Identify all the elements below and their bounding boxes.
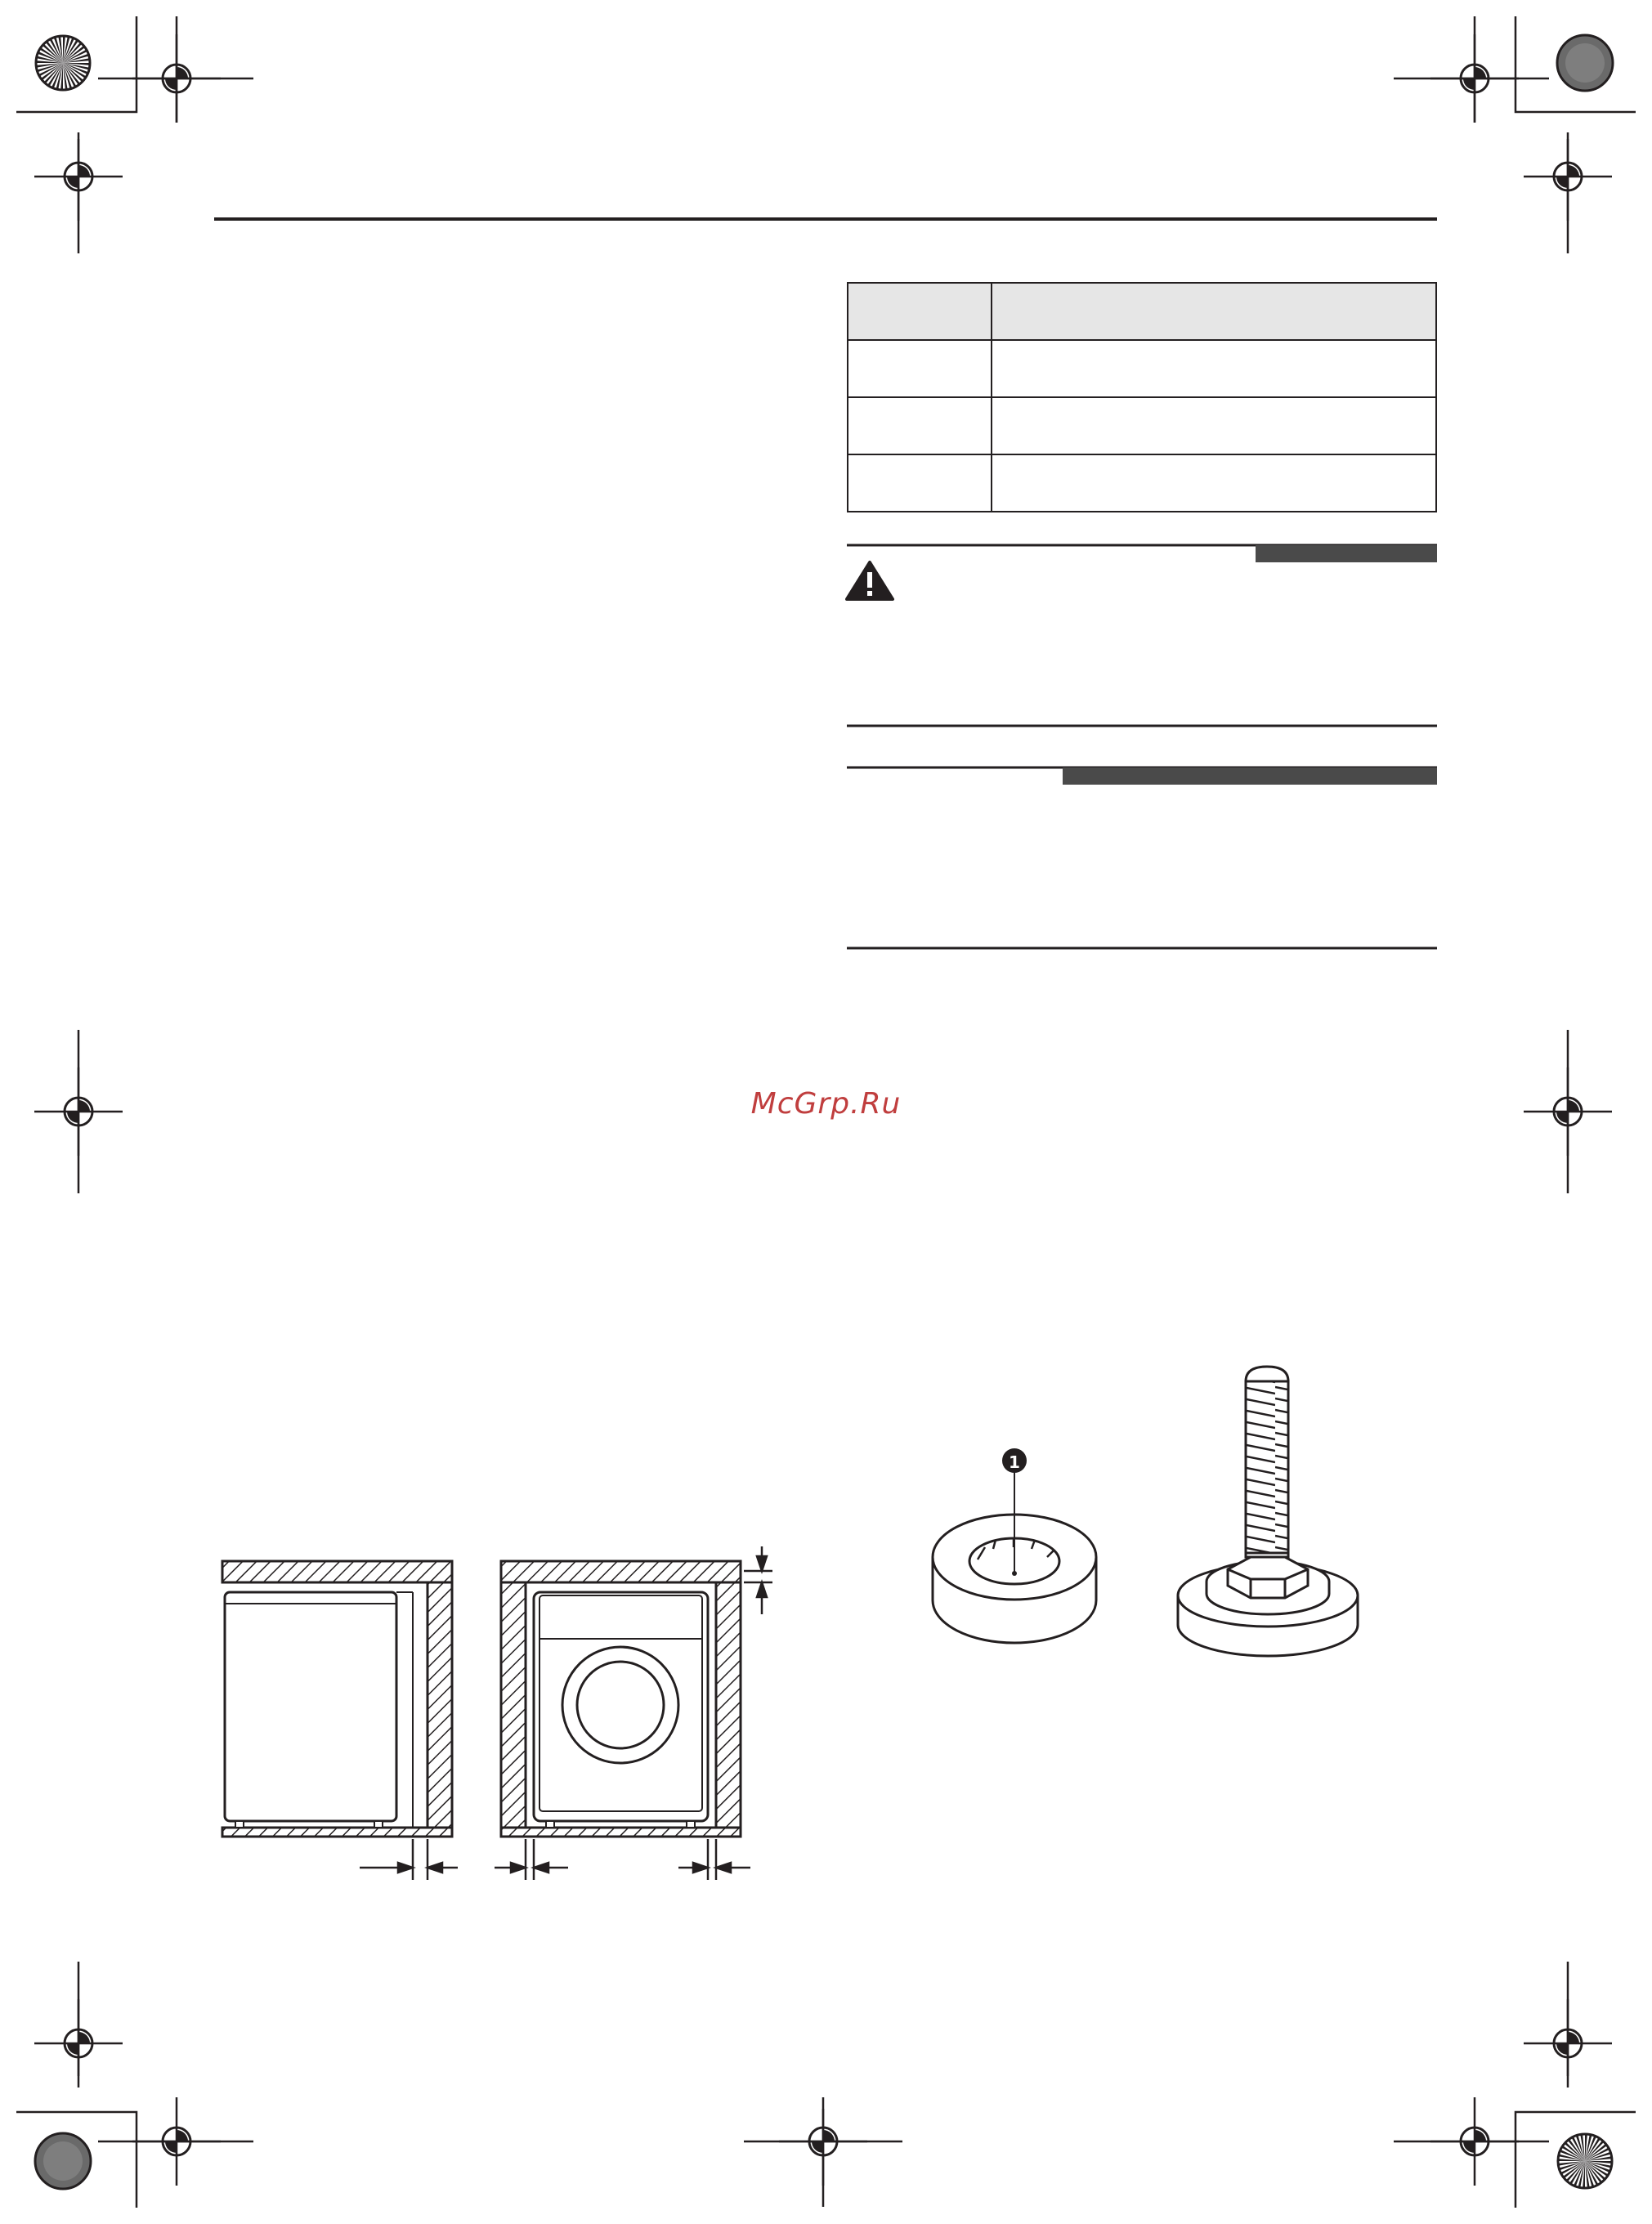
front-view (501, 1561, 741, 1837)
registration-lines (78, 16, 1568, 2207)
callout-1-badge (1002, 1448, 1027, 1473)
side-view (222, 1561, 452, 1837)
caution-box (847, 767, 1437, 948)
warning-box (847, 545, 1437, 726)
corner-sunburst-top-left (36, 36, 90, 90)
watermark: McGrp.Ru (750, 1087, 902, 1121)
corner-sunburst-bottom-right (1558, 2134, 1612, 2188)
warning-triangle-icon (847, 562, 893, 599)
threaded-leveling-foot (1178, 1367, 1358, 1656)
corner-dot-screen-top-right (1557, 35, 1613, 91)
callout-1-label: 1 (1009, 1452, 1020, 1472)
leveling-foot-figure (933, 1367, 1358, 1656)
anti-slip-cup (933, 1471, 1096, 1643)
crop-marks (16, 16, 1636, 2208)
corner-dot-screen-bottom-left (35, 2133, 91, 2189)
installation-clearance-figure (222, 1546, 772, 1880)
registration-marks (34, 34, 1612, 2186)
